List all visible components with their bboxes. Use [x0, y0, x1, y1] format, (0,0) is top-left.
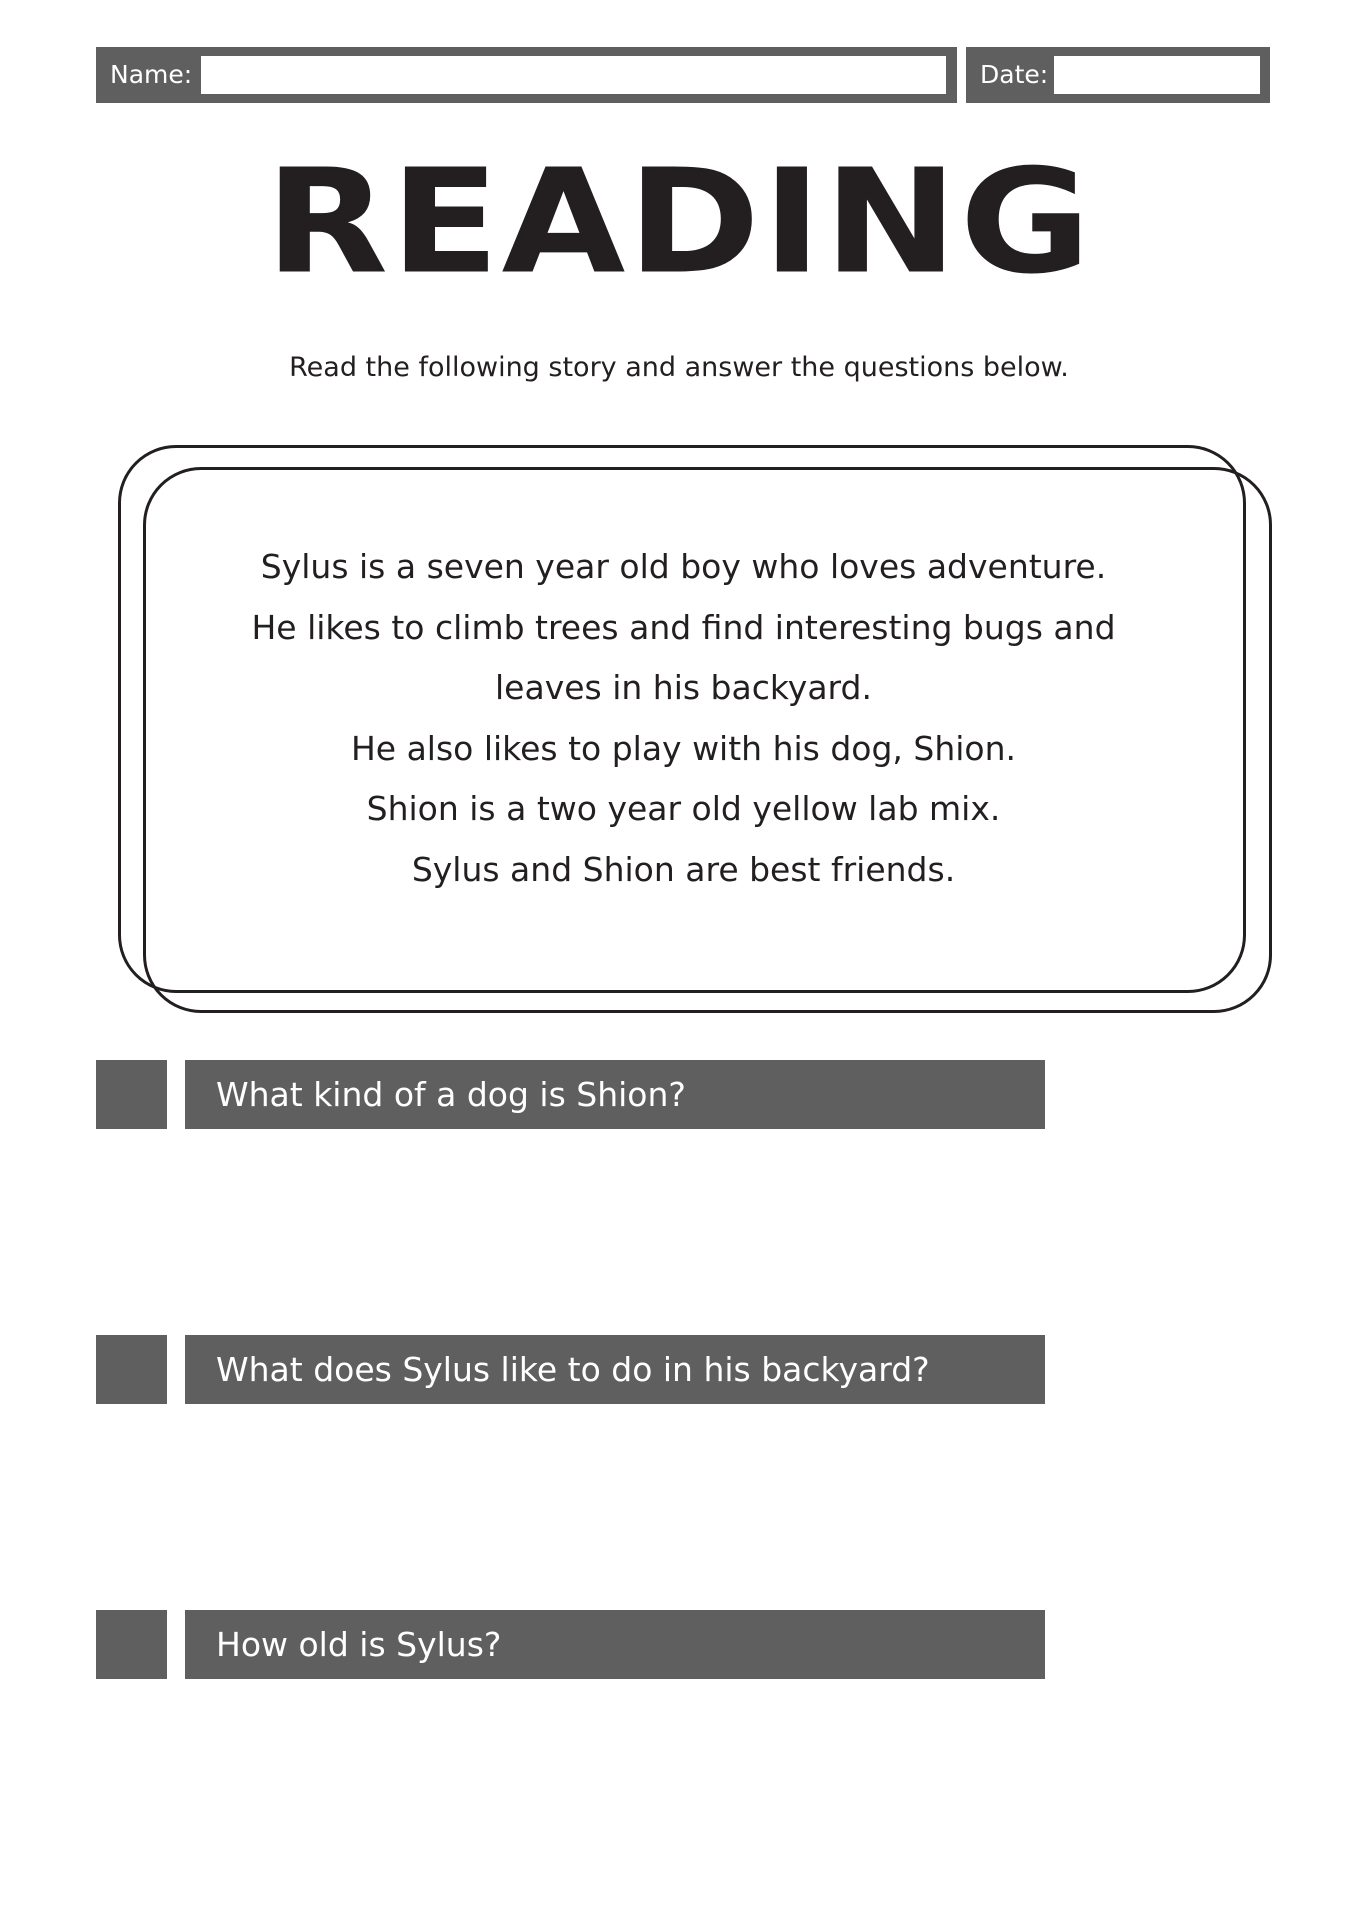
question-3-bar: How old is Sylus? [185, 1610, 1045, 1679]
date-header-bar [966, 47, 1270, 103]
name-header-bar [96, 47, 957, 103]
story-line: He likes to climb trees and find interesting bugs and [251, 607, 1116, 647]
question-2-marker [96, 1335, 167, 1404]
page-title: READING [265, 137, 1093, 306]
name-field[interactable] [201, 56, 946, 94]
question-3-answer-area[interactable] [96, 1690, 1270, 1870]
instructions-text: Read the following story and answer the questions below. [289, 352, 1069, 383]
question-1-answer-area[interactable] [96, 1140, 1270, 1320]
story-line: Shion is a two year old yellow lab mix. [366, 789, 1001, 828]
story-line: Sylus and Shion are best friends. [411, 849, 956, 889]
story-line: Sylus is a seven year old boy who loves adventure. [260, 547, 1107, 586]
story-line: He also likes to play with his dog, Shion. [350, 728, 1017, 768]
question-2-bar: What does Sylus like to do in his backyard? [185, 1335, 1045, 1404]
name-label: Name: [110, 60, 193, 89]
date-label: Date: [980, 60, 1049, 89]
question-3-marker [96, 1610, 167, 1679]
question-2-answer-area[interactable] [96, 1415, 1270, 1595]
question-1-bar: What kind of a dog is Shion? [185, 1060, 1045, 1129]
story-text [143, 537, 1224, 900]
story-line: leaves in his backyard. [495, 668, 872, 707]
date-field[interactable] [1054, 56, 1260, 94]
question-1-marker [96, 1060, 167, 1129]
